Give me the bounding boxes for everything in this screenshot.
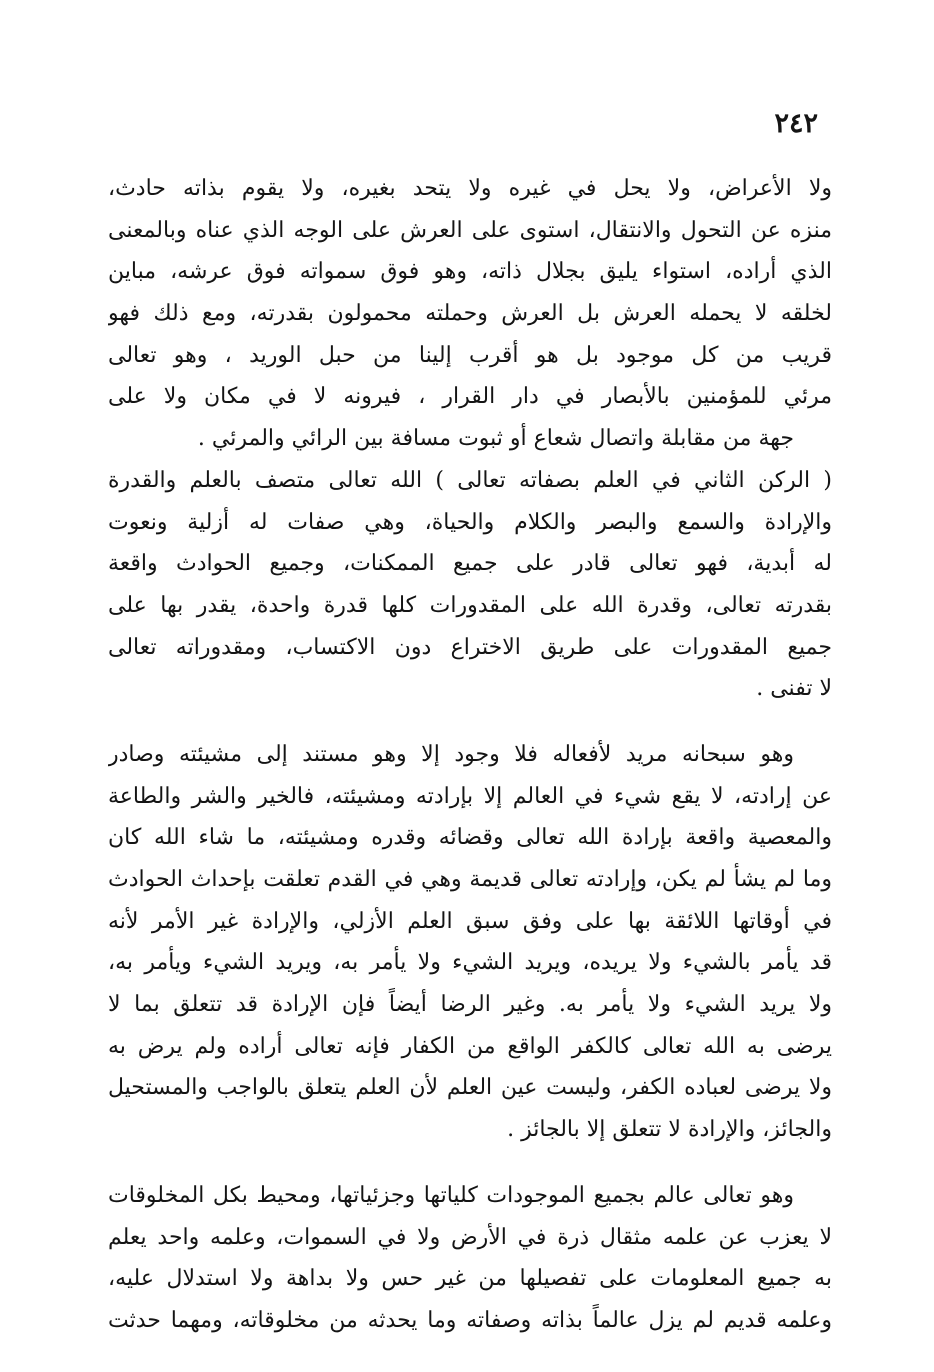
paragraph-spacer xyxy=(108,710,832,734)
text-line: والجائز، والإرادة لا تتعلق إلا بالجائز . xyxy=(507,1117,832,1143)
paragraph-4 xyxy=(108,1175,832,1342)
text-line: ولا الأعراض، ولا يحل في غيره ولا يتحد بغيره، ولا يقوم بذاته حادث، xyxy=(108,176,832,201)
text-line: جهة من مقابلة واتصال شعاع أو ثبوت مسافة بين الرائي والمرئي . xyxy=(197,426,794,452)
page-number: ٢٤٢ xyxy=(774,108,818,139)
text-line: في أوقاتها اللائقة بها على وفق سبق العلم الأزلي، والإرادة غير الأمر لأنه xyxy=(108,908,832,934)
text-line: منزه عن التحول والانتقال، استوى على العرش على الوجه الذي عناه وبالمعنى xyxy=(108,217,832,243)
text-line: والمعصية واقعة بإرادة الله تعالى وقضائه وقدره ومشيئته، ما شاء الله كان xyxy=(108,825,832,851)
text-line: وهو تعالى عالم بجميع الموجودات كلياتها وجزئياتها، ومحيط بكل المخلوقات xyxy=(108,1182,794,1208)
paragraph-3 xyxy=(108,734,832,1151)
text-line: وهو سبحانه مريد لأفعاله فلا وجود إلا وهو مستند إلى مشيئته وصادر xyxy=(108,741,794,767)
text-line: وعلمه قديم لم يزل عالماً بذاته وصفاته وما يحدثه من مخلوقاته، ومهما حدثت xyxy=(108,1307,832,1333)
text-line: لا تفنى . xyxy=(756,676,832,702)
text-line: جميع المقدورات على طريق الاختراع دون الاكتساب، ومقدوراته تعالى xyxy=(108,634,832,660)
text-line: والإرادة والسمع والبصر والكلام والحياة، وهي صفات له أزلية ونعوت xyxy=(108,509,832,535)
text-line: لا يعزب عن علمه مثقال ذرة في الأرض ولا في السموات، وعلمه واحد يعلم xyxy=(108,1224,832,1250)
paragraph-spacer xyxy=(108,1151,832,1175)
text-line: يرضى به الله تعالى كالكفر الواقع من الكفار فإنه تعالى أراده ولم يرض به xyxy=(108,1033,832,1059)
text-line: ولا يريد الشيء ولا يأمر به. وغير الرضا أيضاً فإن الإرادة قد تتعلق بما لا xyxy=(108,992,832,1018)
body-text xyxy=(108,168,832,1342)
text-line: له أبدية، فهو تعالى قادر على جميع الممكنات، وجميع الحوادث واقعة xyxy=(108,551,832,577)
text-line: وما لم يشأ لم يكن، وإرادته تعالى قديمة وهي في القدم تعلقت بإحداث الحوادث xyxy=(108,867,832,892)
text-line: الذي أراده، استواء يليق بجلال ذاته، وهو فوق سمواته فوق عرشه، مباين xyxy=(108,259,832,285)
text-line: ولا يرضى لعباده الكفر، وليست عين العلم لأن العلم يتعلق بالواجب والمستحيل xyxy=(108,1075,832,1101)
paragraph-1 xyxy=(108,168,832,460)
text-line: ( الركن الثاني في العلم بصفاته تعالى ) الله تعالى متصف بالعلم والقدرة xyxy=(108,467,832,493)
text-line: عن إرادته، لا يقع شيء في العالم إلا بإرادته ومشيئته، فالخير والشر والطاعة xyxy=(108,783,832,809)
text-line: قد يأمر بالشيء ولا يريده، ويريد الشيء ولا يأمر به، ويريد الشيء ويأمر به، xyxy=(108,950,832,976)
text-line: مرئي للمؤمنين بالأبصار في دار القرار ، فيرونه لا في مكان ولا على xyxy=(108,384,832,410)
paragraph-2 xyxy=(108,460,832,710)
text-line: لخلقه لا يحمله العرش بل العرش وحملته محمولون بقدرته، ومع ذلك فهو xyxy=(108,301,832,327)
text-line: به جميع المعلومات على تفصيلها من غير حس ولا بداهة ولا استدلال عليه، xyxy=(108,1266,832,1292)
text-line: قريب من كل موجود بل هو أقرب إلينا من حبل الوريد ، وهو تعالى xyxy=(108,342,832,368)
text-line: بقدرته تعالى، وقدرة الله على المقدورات كلها قدرة واحدة، يقدر بها على xyxy=(108,592,832,618)
